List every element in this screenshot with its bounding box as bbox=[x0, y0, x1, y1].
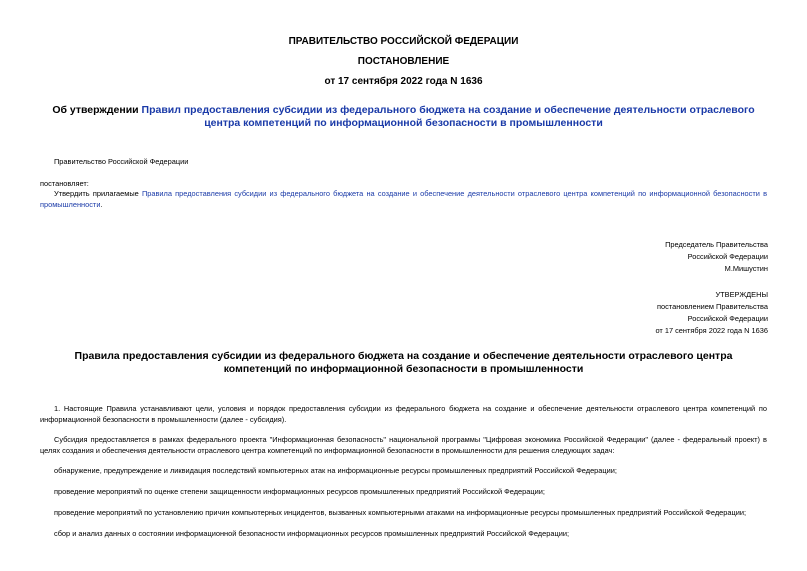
approve-rules-link[interactable]: Правила предоставления субсидии из федерального бюджета на создание и обеспечение деятельности отраслевого центра компетенций по информационной безопасности в промышленности bbox=[40, 189, 767, 209]
signature-position: Председатель Правительства bbox=[665, 240, 768, 249]
signature-country: Российской Федерации bbox=[687, 252, 768, 261]
signature-name: М.Мишустин bbox=[724, 264, 768, 273]
approved-country: Российской Федерации bbox=[687, 314, 768, 323]
paragraph-2: Субсидия предоставляется в рамках федерального проекта "Информационная безопасность" национальной программы "Цифровая экономика Российской Федерации" (далее - федеральный проект) в целях создания и обеспечения деятельности отраслевого центра компетенций по информационной безопасности в промышленности для решения следующих задач: bbox=[40, 435, 767, 455]
decides-label: постановляет: bbox=[40, 179, 89, 188]
date-number-heading: от 17 сентября 2022 года N 1636 bbox=[324, 76, 483, 87]
approved-date: от 17 сентября 2022 года N 1636 bbox=[655, 326, 768, 335]
org-heading: ПРАВИТЕЛЬСТВО РОССИЙСКОЙ ФЕДЕРАЦИИ bbox=[288, 36, 519, 47]
approve-paragraph bbox=[40, 188, 767, 210]
approved-block bbox=[420, 289, 768, 337]
doc-type-heading: ПОСТАНОВЛЕНИЕ bbox=[357, 56, 450, 67]
government-label: Правительство Российской Федерации bbox=[54, 157, 189, 166]
approved-label: УТВЕРЖДЕНЫ bbox=[715, 290, 768, 299]
paragraph-1: 1. Настоящие Правила устанавливают цели, условия и порядок предоставления субсидии из федерального бюджета на создание и обеспечение деятельности отраслевого центра компетенций по информационной безопасности в промышленности (далее - субсидия). bbox=[40, 404, 767, 424]
approve-suffix: . bbox=[100, 200, 103, 209]
rules-title: Правила предоставления субсидии из федерального бюджета на создание и обеспечение деятельности отраслевого центра компетенций по информационной безопасности в промышленности bbox=[74, 350, 733, 375]
document-title bbox=[40, 104, 767, 130]
approve-prefix: Утвердить прилагаемые bbox=[54, 189, 142, 198]
approved-by: постановлением Правительства bbox=[657, 302, 768, 311]
paragraph-4: проведение мероприятий по оценке степени защищенности информационных ресурсов промышленных предприятий Российской Федерации; bbox=[54, 487, 545, 496]
paragraph-6: сбор и анализ данных о состоянии информационной безопасности информационных ресурсов промышленных предприятий Российской Федерации; bbox=[54, 529, 569, 538]
paragraph-5: проведение мероприятий по установлению причин компьютерных инцидентов, вызванных компьютерными атаками на информационные ресурсы промышленных предприятий Российской Федерации; bbox=[54, 508, 747, 517]
title-rules-link[interactable]: Правил предоставления субсидии из федерального бюджета на создание и обеспечение деятельности отраслевого центра компетенций по информационной безопасности в промышленности bbox=[141, 104, 755, 129]
signature-block bbox=[420, 239, 768, 275]
title-prefix: Об утверждении bbox=[52, 104, 142, 116]
paragraph-3: обнаружение, предупреждение и ликвидация последствий компьютерных атак на информационные ресурсы промышленных предприятий Российской Федерации; bbox=[54, 466, 617, 475]
